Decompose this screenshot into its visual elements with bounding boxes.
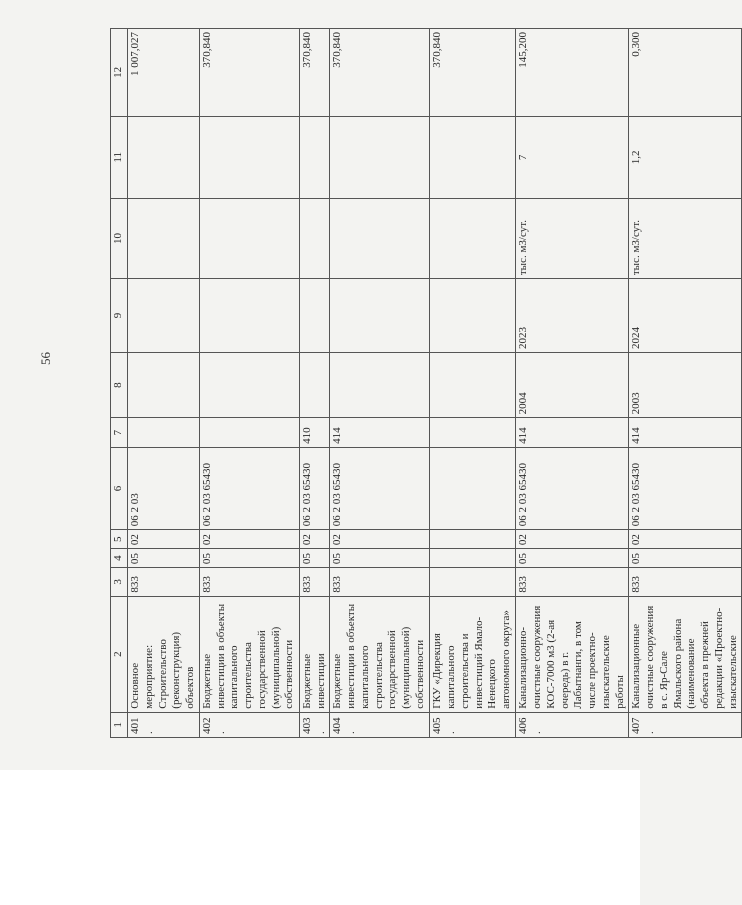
col-header: 5 — [111, 530, 128, 549]
cell: тыс. м3/сут. — [629, 198, 742, 278]
row-name: Бюджетные инвестиции — [299, 596, 330, 712]
row-number: 406. — [516, 712, 629, 737]
cell: 414 — [516, 418, 629, 448]
row-name: Канализационно-очистные сооружения КОС-7000 м3 (2-ая очередь) в г. Лабытнанги, в том числе проектно-изыскательские работы — [516, 596, 629, 712]
table-row — [330, 29, 430, 738]
cell — [430, 116, 516, 198]
col-header: 10 — [111, 198, 128, 278]
cell: 02 — [128, 530, 200, 549]
cell: 02 — [330, 530, 430, 549]
cell — [430, 447, 516, 529]
cell: 06 2 03 65430 — [299, 447, 330, 529]
cell — [199, 198, 299, 278]
cell: 05 — [516, 549, 629, 568]
cell: 7 — [516, 116, 629, 198]
cell — [430, 418, 516, 448]
cell: 833 — [629, 568, 742, 596]
cell — [199, 352, 299, 417]
col-header: 7 — [111, 418, 128, 448]
cell — [128, 198, 200, 278]
cell — [430, 352, 516, 417]
cell: 05 — [299, 549, 330, 568]
scan-background — [0, 770, 640, 905]
cell: 06 2 03 65430 — [330, 447, 430, 529]
row-number: 403. — [299, 712, 330, 737]
cell: 833 — [128, 568, 200, 596]
cell — [330, 352, 430, 417]
cell-amount: 0,300 — [629, 29, 742, 117]
header-row — [111, 29, 128, 738]
col-header: 8 — [111, 352, 128, 417]
cell — [299, 352, 330, 417]
cell — [330, 198, 430, 278]
col-header: 12 — [111, 29, 128, 117]
col-header: 4 — [111, 549, 128, 568]
cell: 833 — [299, 568, 330, 596]
cell: 06 2 03 — [128, 447, 200, 529]
cell — [430, 530, 516, 549]
cell — [430, 198, 516, 278]
cell — [430, 549, 516, 568]
cell — [128, 279, 200, 353]
cell: 410 — [299, 418, 330, 448]
page-number: 56 — [38, 352, 53, 365]
cell — [430, 279, 516, 353]
cell-amount: 370,840 — [199, 29, 299, 117]
table-row — [430, 29, 516, 738]
cell: 2023 — [516, 279, 629, 353]
cell: 833 — [330, 568, 430, 596]
cell — [299, 116, 330, 198]
row-number: 405. — [430, 712, 516, 737]
cell: 06 2 03 65430 — [516, 447, 629, 529]
row-name: Бюджетные инвестиции в объекты капитального строительства государственной (муниципальной) собственности — [330, 596, 430, 712]
row-name: Основное мероприятие: Строительство (реконструкция) объектов — [128, 596, 200, 712]
row-number: 402. — [199, 712, 299, 737]
cell — [199, 279, 299, 353]
cell: 2004 — [516, 352, 629, 417]
cell: 833 — [516, 568, 629, 596]
row-number: 407. — [629, 712, 742, 737]
cell — [128, 116, 200, 198]
table-row — [516, 29, 629, 738]
cell: 05 — [330, 549, 430, 568]
cell: 05 — [629, 549, 742, 568]
row-name: Бюджетные инвестиции в объекты капитального строительства государственной (муниципальной) собственности — [199, 596, 299, 712]
cell — [299, 198, 330, 278]
cell — [128, 352, 200, 417]
col-header: 6 — [111, 447, 128, 529]
table-row — [128, 29, 200, 738]
cell-amount: 370,840 — [330, 29, 430, 117]
cell: 02 — [516, 530, 629, 549]
cell-amount: 370,840 — [430, 29, 516, 117]
table-sheet — [110, 28, 739, 738]
row-name: ГКУ «Дирекция капитального строительства и инвестиций Ямало-Ненецкого автономного округа» — [430, 596, 516, 712]
cell: 833 — [199, 568, 299, 596]
cell-amount: 370,840 — [299, 29, 330, 117]
row-number: 404. — [330, 712, 430, 737]
cell-amount: 145,200 — [516, 29, 629, 117]
cell: 02 — [299, 530, 330, 549]
cell-amount: 1 007,027 — [128, 29, 200, 117]
cell: 1,2 — [629, 116, 742, 198]
cell: 2003 — [629, 352, 742, 417]
cell: 2024 — [629, 279, 742, 353]
cell: 02 — [629, 530, 742, 549]
cell: 02 — [199, 530, 299, 549]
budget-table — [110, 28, 742, 738]
row-number: 401. — [128, 712, 200, 737]
cell: 06 2 03 65430 — [629, 447, 742, 529]
cell: 414 — [330, 418, 430, 448]
table-row — [299, 29, 330, 738]
cell — [199, 116, 299, 198]
cell: 05 — [199, 549, 299, 568]
col-header: 11 — [111, 116, 128, 198]
cell — [128, 418, 200, 448]
col-header: 2 — [111, 596, 128, 712]
col-header: 3 — [111, 568, 128, 596]
table-row — [199, 29, 299, 738]
cell — [299, 279, 330, 353]
table-row — [629, 29, 742, 738]
cell: тыс. м3/сут. — [516, 198, 629, 278]
cell — [330, 279, 430, 353]
cell — [430, 568, 516, 596]
col-header: 1 — [111, 712, 128, 737]
cell: 06 2 03 65430 — [199, 447, 299, 529]
row-name: Канализационные очистные сооружения в с. Яр-Сале Ямальского района (наименование объекта в прежней редакции «Проектно-изыскательские — [629, 596, 742, 712]
cell: 05 — [128, 549, 200, 568]
cell: 414 — [629, 418, 742, 448]
cell — [199, 418, 299, 448]
cell — [330, 116, 430, 198]
col-header: 9 — [111, 279, 128, 353]
